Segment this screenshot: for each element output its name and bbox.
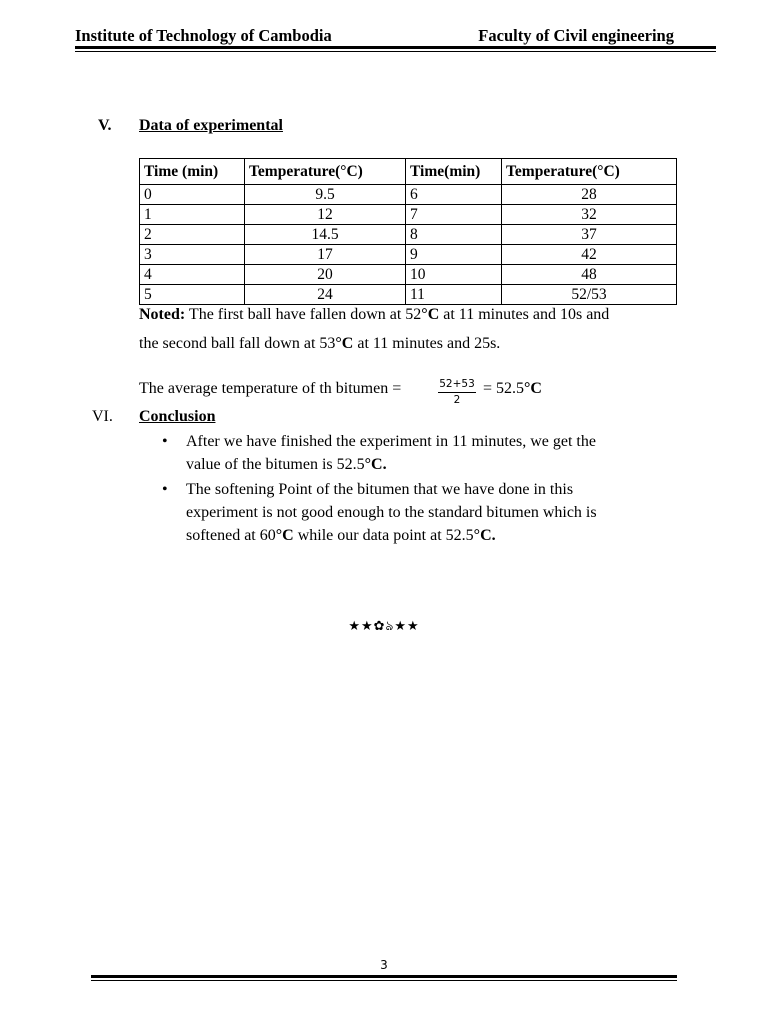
table-row	[140, 265, 677, 285]
conclusion-list	[160, 430, 660, 549]
conclusion-line: value of the bitumen is 52.5	[186, 456, 365, 473]
table-cell: 12	[245, 205, 406, 225]
ornament-divider: ★★✿ঌ★★	[348, 619, 420, 634]
header-rule	[75, 46, 716, 49]
list-item	[160, 478, 660, 547]
footer-rule	[91, 975, 677, 978]
list-item	[160, 430, 660, 476]
column-header: Temperature(°C)	[245, 159, 406, 185]
table-cell: 14.5	[245, 225, 406, 245]
table-cell: 9.5	[245, 185, 406, 205]
table-cell: 37	[502, 225, 677, 245]
table-row	[140, 245, 677, 265]
conclusion-line: The softening Point of the bitumen that we have done in this	[186, 481, 574, 498]
column-header: Time(min)	[406, 159, 502, 185]
table-cell: 6	[406, 185, 502, 205]
footer-rule-thin	[91, 980, 677, 981]
conclusion-line: softened at 60	[186, 527, 276, 544]
table-row	[140, 205, 677, 225]
conclusion-line: After we have finished the experiment in 11 minutes, we get the	[186, 433, 596, 450]
degree-unit: °C	[421, 306, 440, 323]
bullet-icon: •	[162, 481, 168, 498]
section-title: Conclusion	[139, 408, 216, 425]
section-number: VI.	[92, 408, 113, 425]
table-cell: 5	[140, 285, 245, 305]
table-cell: 32	[502, 205, 677, 225]
table-cell: 10	[406, 265, 502, 285]
degree-unit: °C	[335, 335, 354, 352]
table-cell: 9	[406, 245, 502, 265]
degree-unit: °C	[524, 380, 542, 397]
table-cell: 8	[406, 225, 502, 245]
fraction-bar	[438, 392, 476, 393]
formula-result-value: = 52.5	[483, 380, 525, 397]
data-table	[139, 158, 677, 305]
conclusion-line: while our data point at 52.5	[293, 527, 474, 544]
table-row	[140, 285, 677, 305]
table-cell: 7	[406, 205, 502, 225]
table-cell: 28	[502, 185, 677, 205]
column-header: Temperature(°C)	[502, 159, 677, 185]
table-cell: 24	[245, 285, 406, 305]
formula-text: The average temperature of th bitumen =	[139, 380, 402, 397]
degree-unit: °C.	[473, 527, 496, 544]
header-rule-thin	[75, 51, 716, 52]
table-cell: 2	[140, 225, 245, 245]
header-institute: Institute of Technology of Cambodia	[75, 26, 332, 45]
table-cell: 0	[140, 185, 245, 205]
note-text: The first ball have fallen down at 52	[185, 306, 422, 323]
page-number: 3	[380, 958, 388, 972]
table-cell: 11	[406, 285, 502, 305]
note-text: at 11 minutes and 10s and	[439, 306, 610, 323]
conclusion-line: experiment is not good enough to the standard bitumen which is	[186, 504, 597, 521]
note-text: at 11 minutes and 25s.	[353, 335, 501, 352]
page-header	[75, 26, 716, 46]
table-cell: 17	[245, 245, 406, 265]
fraction-numerator: 52+53	[439, 378, 475, 390]
table-cell: 4	[140, 265, 245, 285]
table-row	[140, 225, 677, 245]
degree-unit: °C	[275, 527, 294, 544]
header-faculty: Faculty of Civil engineering	[478, 26, 674, 45]
note-paragraph	[139, 303, 699, 356]
table-row	[140, 185, 677, 205]
section-title: Data of experimental	[139, 117, 283, 134]
table-cell: 42	[502, 245, 677, 265]
table-cell: 52/53	[502, 285, 677, 305]
fraction-denominator: 2	[453, 394, 461, 406]
table-cell: 20	[245, 265, 406, 285]
degree-unit: °C.	[364, 456, 387, 473]
table-cell: 48	[502, 265, 677, 285]
table-cell: 3	[140, 245, 245, 265]
formula-result	[483, 380, 542, 398]
note-text: the second ball fall down at 53	[139, 335, 336, 352]
column-header: Time (min)	[140, 159, 245, 185]
table-header-row	[140, 159, 677, 185]
note-label: Noted:	[139, 306, 186, 323]
section-number: V.	[98, 117, 112, 134]
bullet-icon: •	[162, 433, 168, 450]
table-cell: 1	[140, 205, 245, 225]
